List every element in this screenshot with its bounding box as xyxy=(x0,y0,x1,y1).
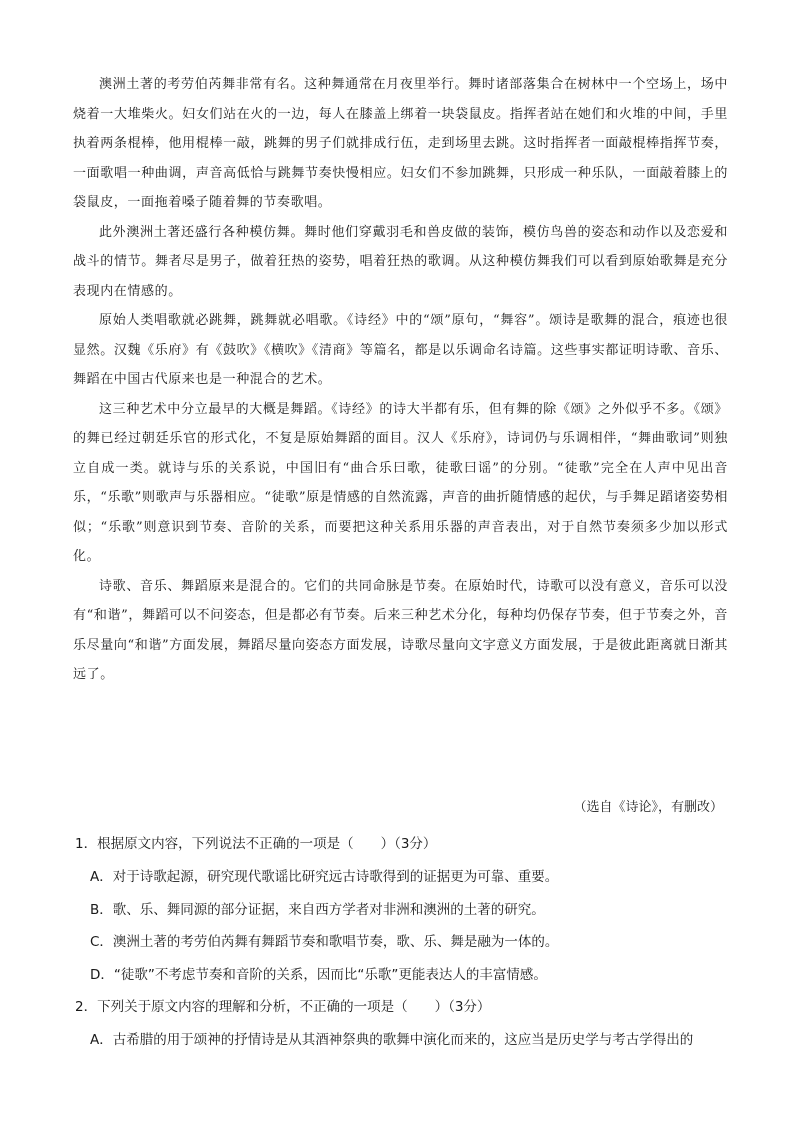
passage-paragraph-3: 原始人类唱歌就必跳舞，跳舞就必唱歌。《诗经》中的“颂”原句，“舞容”。颂诗是歌舞的混合，痕迹也很显然。汉魏《乐府》有《鼓吹》《横吹》《清商》等篇名，都是以乐调命名诗篇。这些事实都证明诗歌、音乐、舞蹈在中国古代原来也是一种混合的艺术。 xyxy=(73,313,728,387)
question-option: A．古希腊的用于颂神的抒情诗是从其酒神祭典的歌舞中演化而来的，这应当是历史学与考古学得出的 xyxy=(90,1032,694,1048)
passage-paragraph-4: 这三种艺术中分立最早的大概是舞蹈。《诗经》的诗大半都有乐，但有舞的除《颂》之外似乎不多。《颂》的舞已经过朝廷乐官的形式化，不复是原始舞蹈的面目。汉人《乐府》，诗词仍与乐调相伴，“舞曲歌词”则独立自成一类。就诗与乐的关系说，中国旧有“曲合乐曰歌，徒歌曰谣”的分别。“徒歌”完全在人声中见出音乐，“乐歌”则歌声与乐器相应。“徒歌”原是情感的自然流露，声音的曲折随情感的起伏，与手舞足蹈诸姿势相似；“乐歌”则意识到节奏、音阶的关系，而要把这种关系用乐器的声音表出，对于自然节奏须多少加以形式化。 xyxy=(73,401,728,564)
passage-source: （选自《诗论》，有删改） xyxy=(573,800,723,815)
reading-passage xyxy=(73,70,728,690)
question-option: D．“徒歌”不考虑节奏和音阶的关系，因而比“乐歌”更能表达人的丰富情感。 xyxy=(90,966,547,983)
question-stem: 2．下列关于原文内容的理解和分析，不正确的一项是（ ）（3分） xyxy=(75,999,491,1015)
question-option: C．澳洲土著的考劳伯芮舞有舞蹈节奏和歌唱节奏，歌、乐、舞是融为一体的。 xyxy=(90,934,559,950)
passage-paragraph-5: 诗歌、音乐、舞蹈原来是混合的。它们的共同命脉是节奏。在原始时代，诗歌可以没有意义，音乐可以没有“和谐”，舞蹈可以不问姿态，但是都必有节奏。后来三种艺术分化，每种均仍保存节奏，但于节奏之外，音乐尽量向“和谐”方面发展，舞蹈尽量向姿态方面发展，诗歌尽量向文字意义方面发展，于是彼此距离就日渐其远了。 xyxy=(73,578,728,682)
question-2 xyxy=(75,991,735,1057)
question-stem: 1．根据原文内容，下列说法不正确的一项是（ ）（3分） xyxy=(75,836,437,852)
passage-paragraph-1: 澳洲土著的考劳伯芮舞非常有名。这种舞通常在月夜里举行。舞时诸部落集合在树林中一个空场上，场中烧着一大堆柴火。妇女们站在火的一边，每人在膝盖上绑着一块袋鼠皮。指挥者站在她们和火堆的中间，手里执着两条棍棒，他用棍棒一敲，跳舞的男子们就排成行伍，走到场里去跳。这时指挥者一面敲棍棒指挥节奏，一面歌唱一种曲调，声音高低恰与跳舞节奏快慢相应。妇女们不参加跳舞，只形成一种乐队，一面敲着膝上的袋鼠皮，一面拖着嗓子随着舞的节奏歌唱。 xyxy=(73,77,728,210)
question-list xyxy=(75,828,735,1057)
passage-paragraph-2: 此外澳洲土著还盛行各种模仿舞。舞时他们穿戴羽毛和兽皮做的装饰，模仿鸟兽的姿态和动作以及恋爱和战斗的情节。舞者尽是男子，做着狂热的姿势，唱着狂热的歌调。从这种模仿舞我们可以看到原始歌舞是充分表现内在情感的。 xyxy=(73,224,728,299)
question-1 xyxy=(75,828,735,991)
question-option: A．对于诗歌起源，研究现代歌谣比研究远古诗歌得到的证据更为可靠、重要。 xyxy=(90,869,559,885)
question-option: B．歌、乐、舞同源的部分证据，来自西方学者对非洲和澳洲的土著的研究。 xyxy=(90,901,545,918)
